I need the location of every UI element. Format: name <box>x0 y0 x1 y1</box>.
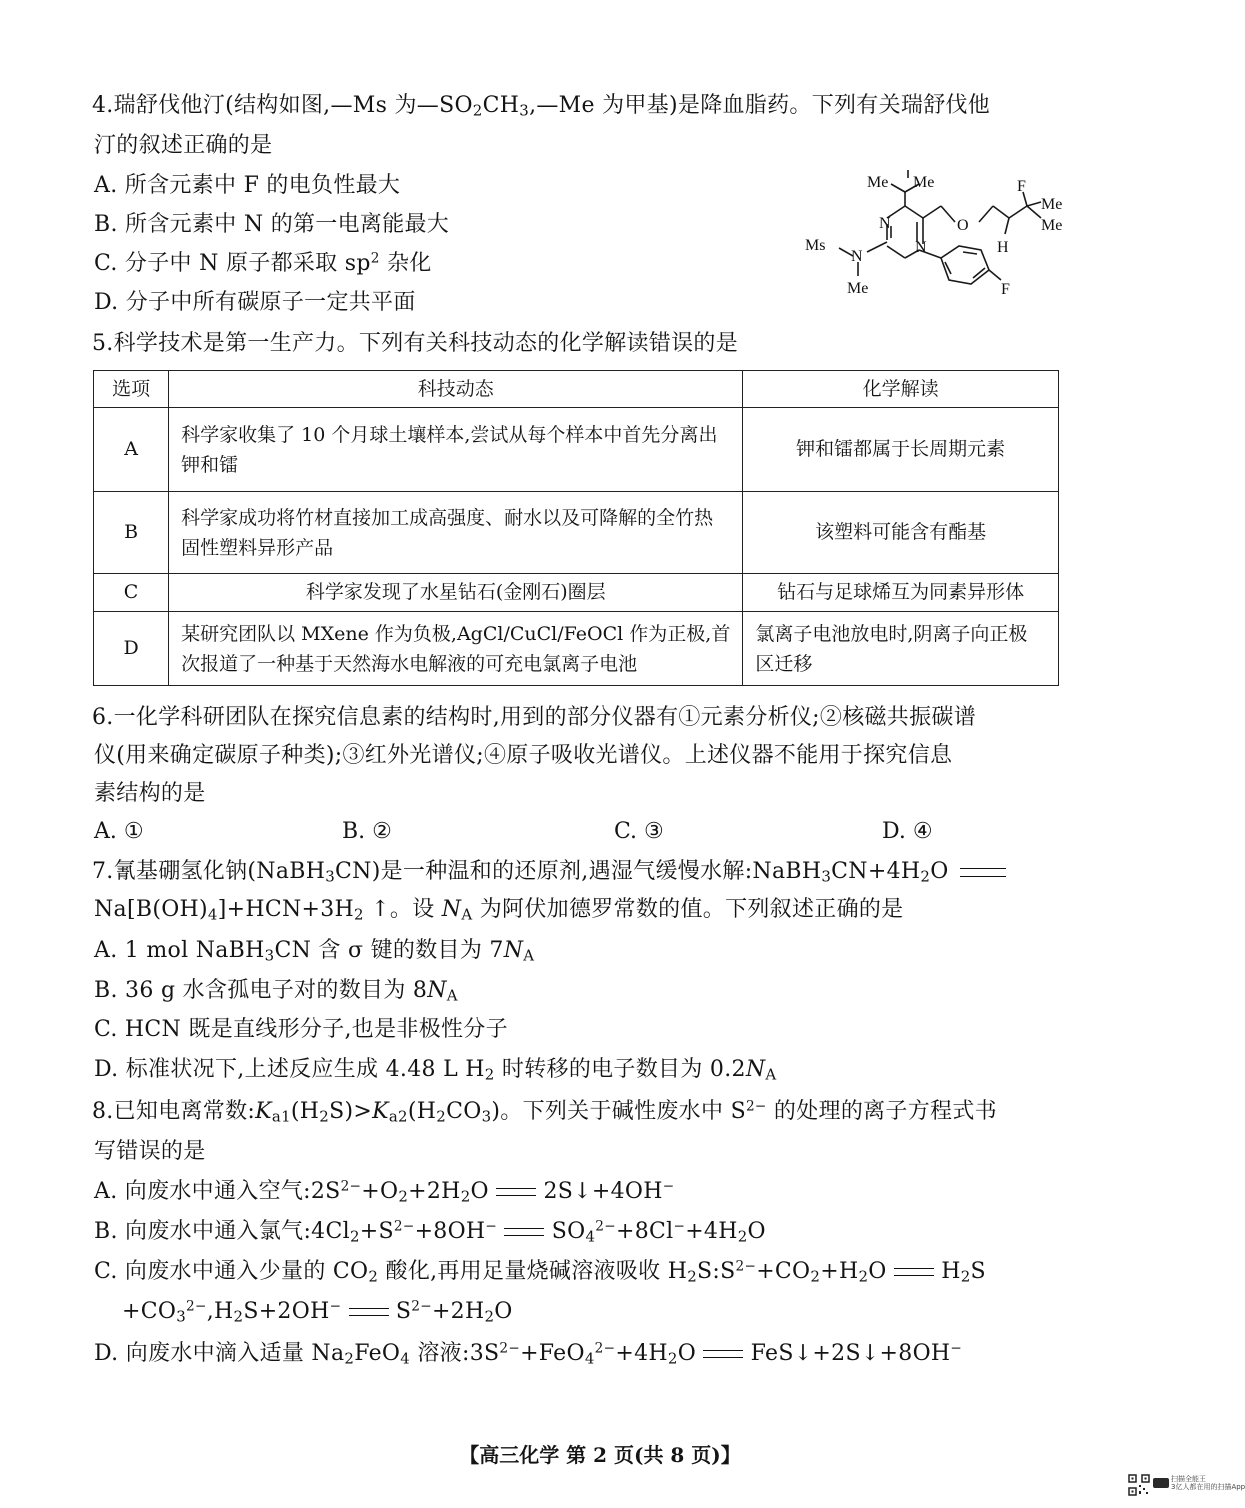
q8-option-c-line1: C. 向废水中通入少量的 $CO_2$ 酸化,再用足量烧碱溶液吸收 $H_2S:S^{2-}+CO_2+H_2O$ $H_2S$ <box>94 1258 986 1286</box>
row-option: B <box>94 492 169 574</box>
structure-me-right1: Me <box>1041 196 1063 213</box>
q7-option-b: B. 36 g 水含孤电子对的数目为 $8N_A$ <box>94 978 458 1005</box>
structure-me-top-left: Me <box>867 174 889 191</box>
equals-arrow <box>496 1188 536 1196</box>
structure-me-top-right: Me <box>913 174 935 191</box>
structure-f-bottom: F <box>1001 281 1010 298</box>
table-row <box>94 408 1059 492</box>
q7-stem-line1: 7.氰基硼氢化钠(NaBH$_3$CN)是一种温和的还原剂,遇湿气缓慢水解$:NaBH_3CN+4H_2O$ <box>92 858 1006 887</box>
q4-option-a: A. 所含元素中 F 的电负性最大 <box>94 173 401 198</box>
structure-o: O <box>957 217 969 234</box>
row-tech: 科学家成功将竹材直接加工成高强度、耐水以及可降解的全竹热固性塑料异形产品 <box>169 492 743 574</box>
structure-n2: N <box>915 239 927 256</box>
q4-option-b: B. 所含元素中 N 的第一电离能最大 <box>94 212 450 237</box>
q4-option-c: C. 分子中 N 原子都采取 $sp^2$ 杂化 <box>94 250 432 276</box>
row-reading: 钾和镭都属于长周期元素 <box>743 408 1059 492</box>
structure-n-amine: N <box>851 248 863 265</box>
row-tech: 科学家收集了 10 个月球土壤样本,尝试从每个样本中首先分离出钾和镭 <box>169 408 743 492</box>
q8-option-b: B. 向废水中通入氯气$:4Cl_2+S^{2-}+8OH^-$ $SO_4^{2-}+8Cl^-+4H_2O$ <box>94 1218 766 1246</box>
row-reading: 该塑料可能含有酯基 <box>743 492 1059 574</box>
q4-stem-line2: 汀的叙述正确的是 <box>94 133 273 158</box>
equals-arrow <box>894 1268 934 1276</box>
equals-arrow <box>703 1350 743 1358</box>
row-option: D <box>94 612 169 686</box>
structure-ms: Ms <box>805 237 826 254</box>
row-tech: 某研究团队以 MXene 作为负极,AgCl/CuCl/FeOCl 作为正极,首次报道了一种基于天然海水电解液的可充电氯离子电池 <box>169 612 743 686</box>
q4-stem-line1: 4.瑞舒伐他汀(结构如图,—Ms 为$—SO_2CH_3,—Me$ 为甲基)是降血脂药。下列有关瑞舒伐他 <box>92 93 991 120</box>
rosuvastatin-structure <box>795 162 1085 312</box>
equals-arrow <box>504 1228 544 1236</box>
q6-stem-line3: 素结构的是 <box>94 781 206 806</box>
equals-arrow <box>349 1308 389 1316</box>
q8-option-a: A. 向废水中通入空气$:2S^{2-}+O_2+2H_2O$ 2S↓+4OH− <box>94 1178 675 1206</box>
equals-arrow <box>960 868 1006 877</box>
q5-stem: 5.科学技术是第一生产力。下列有关科技动态的化学解读错误的是 <box>92 331 738 356</box>
q7-stem-line2: $Na[B(OH)_4]+HCN+3H_2$ ↑。设 $N_A$ 为阿伏加德罗常数的值。下列叙述正确的是 <box>94 897 904 924</box>
q8-option-d: D. 向废水中滴入适量 $Na_2FeO_4$ 溶液$:3S^{2-}+FeO_4^{2-}+4H_2O$ FeS↓+2S↓+8OH− <box>94 1340 963 1368</box>
row-option: A <box>94 408 169 492</box>
q6-option-c: C. ③ <box>614 819 664 844</box>
row-tech: 科学家发现了水星钻石(金刚石)圈层 <box>169 574 743 612</box>
q6-stem-line2: 仪(用来确定碳原子种类);③红外光谱仪;④原子吸收光谱仪。上述仪器不能用于探究信息 <box>94 743 953 768</box>
q6-option-a: A. ① <box>94 819 144 844</box>
table-row <box>94 612 1059 686</box>
q6-stem-line1: 6.一化学科研团队在探究信息素的结构时,用到的部分仪器有①元素分析仪;②核磁共振碳谱 <box>92 705 976 730</box>
q7-option-a: A. 1 mol NaBH$_3$CN 含 σ 键的数目为 $7N_A$ <box>94 938 535 965</box>
row-option: C <box>94 574 169 612</box>
row-reading: 氯离子电池放电时,阴离子向正极区迁移 <box>743 612 1059 686</box>
structure-n1: N <box>879 215 891 232</box>
qr-code-icon <box>1128 1474 1150 1496</box>
structure-f-top: F <box>1017 178 1026 195</box>
structure-me-right2: Me <box>1041 217 1063 234</box>
header-tech: 科技动态 <box>169 371 743 408</box>
q7-option-d: D. 标准状况下,上述反应生成 4.48 L $H_2$ 时转移的电子数目为 $0.2N_A$ <box>94 1057 777 1084</box>
scanner-logo-icon <box>1153 1478 1169 1488</box>
page-footer: 【高三化学 第 2 页(共 8 页)】 <box>459 1443 741 1467</box>
table-header-row <box>94 371 1059 408</box>
q7-option-c: C. HCN 既是直线形分子,也是非极性分子 <box>94 1017 508 1042</box>
header-reading: 化学解读 <box>743 371 1059 408</box>
header-option: 选项 <box>94 371 169 408</box>
scanner-watermark: 扫描全能王 3亿人都在用的扫描App <box>1171 1475 1245 1491</box>
structure-me-bottom: Me <box>847 280 869 297</box>
q8-stem-line2: 写错误的是 <box>94 1139 206 1164</box>
q6-option-b: B. ② <box>342 819 392 844</box>
q4-option-d: D. 分子中所有碳原子一定共平面 <box>94 290 416 315</box>
table-row <box>94 492 1059 574</box>
structure-h: H <box>997 239 1009 256</box>
table-row <box>94 574 1059 612</box>
row-reading: 钻石与足球烯互为同素异形体 <box>743 574 1059 612</box>
q8-stem-line1: 8.已知电离常数$:K_{a1}(H_2S)>K_{a2}(H_2CO_3)$。下列关于碱性废水中 $S^{2-}$ 的处理的离子方程式书 <box>92 1098 997 1126</box>
q8-option-c-line2: $+CO_3^{2-},H_2S+2OH^-$ $S^{2-}+2H_2O$ <box>122 1298 513 1326</box>
q5-table <box>93 370 1059 686</box>
q6-option-d: D. ④ <box>882 819 933 844</box>
